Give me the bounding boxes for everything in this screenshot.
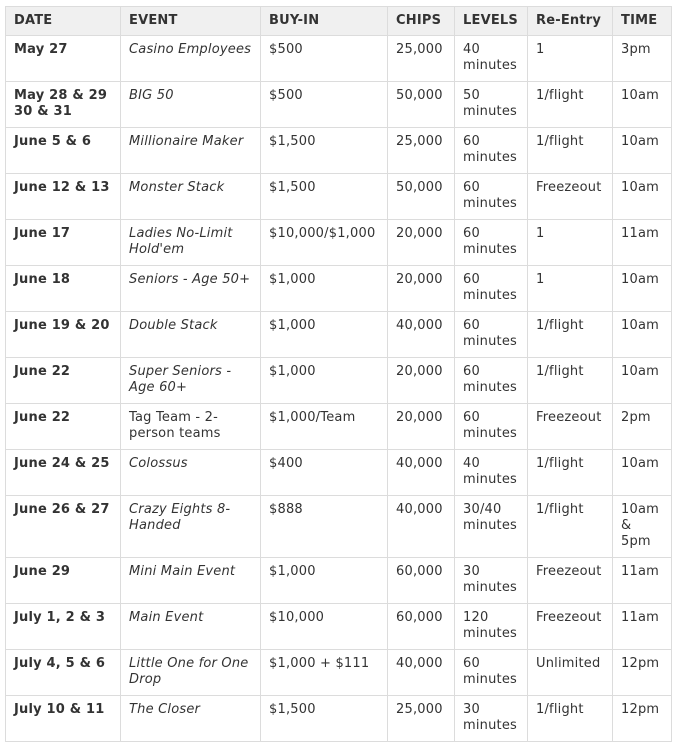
table-row [6,266,672,312]
cell-reentry: Freezeout [528,404,613,450]
table-row [6,650,672,696]
table-row [6,36,672,82]
cell-date: June 19 & 20 [6,312,121,358]
cell-time: 11am [613,220,672,266]
cell-time: 2pm [613,404,672,450]
cell-buyin: $1,500 [261,128,388,174]
cell-chips: 50,000 [388,82,455,128]
cell-event: Little One for One Drop [121,650,261,696]
cell-date: July 1, 2 & 3 [6,604,121,650]
table-row [6,604,672,650]
cell-event: Mini Main Event [121,558,261,604]
cell-chips: 60,000 [388,558,455,604]
cell-levels: 60 minutes [455,128,528,174]
cell-buyin: $1,000 [261,312,388,358]
cell-levels: 30/40 minutes [455,496,528,558]
cell-time: 10am [613,174,672,220]
cell-buyin: $500 [261,36,388,82]
cell-event: Ladies No-Limit Hold'em [121,220,261,266]
cell-event: Crazy Eights 8-Handed [121,496,261,558]
cell-time: 10am [613,82,672,128]
cell-levels: 60 minutes [455,404,528,450]
cell-chips: 40,000 [388,496,455,558]
cell-reentry: 1/flight [528,496,613,558]
cell-reentry: 1/flight [528,696,613,742]
cell-time: 10am [613,266,672,312]
cell-event: Casino Employees [121,36,261,82]
cell-reentry: Freezeout [528,558,613,604]
cell-reentry: 1 [528,266,613,312]
cell-buyin: $1,000 [261,266,388,312]
cell-event: Main Event [121,604,261,650]
cell-date: June 5 & 6 [6,128,121,174]
cell-chips: 25,000 [388,36,455,82]
cell-levels: 30 minutes [455,696,528,742]
cell-chips: 40,000 [388,450,455,496]
cell-reentry: Unlimited [528,650,613,696]
cell-date: June 17 [6,220,121,266]
cell-reentry: 1/flight [528,312,613,358]
header-chips: CHIPS [388,7,455,36]
cell-chips: 20,000 [388,404,455,450]
table-row [6,696,672,742]
cell-date: June 18 [6,266,121,312]
cell-buyin: $400 [261,450,388,496]
cell-levels: 30 minutes [455,558,528,604]
cell-levels: 50 minutes [455,82,528,128]
cell-levels: 60 minutes [455,266,528,312]
cell-date: June 29 [6,558,121,604]
table-row [6,496,672,558]
schedule-table-container [5,6,671,742]
table-row [6,312,672,358]
cell-time: 10am & 5pm [613,496,672,558]
table-row [6,358,672,404]
cell-levels: 60 minutes [455,174,528,220]
cell-buyin: $1,000/Team [261,404,388,450]
cell-buyin: $1,000 + $111 [261,650,388,696]
cell-reentry: Freezeout [528,174,613,220]
schedule-table [5,6,672,742]
table-row [6,82,672,128]
cell-reentry: 1 [528,220,613,266]
cell-date: June 22 [6,358,121,404]
header-reentry: Re-Entry [528,7,613,36]
cell-levels: 120 minutes [455,604,528,650]
cell-chips: 20,000 [388,220,455,266]
cell-levels: 40 minutes [455,36,528,82]
cell-event: Seniors - Age 50+ [121,266,261,312]
cell-buyin: $1,000 [261,558,388,604]
cell-levels: 60 minutes [455,650,528,696]
cell-time: 12pm [613,650,672,696]
cell-chips: 20,000 [388,266,455,312]
cell-event: Double Stack [121,312,261,358]
cell-event: Millionaire Maker [121,128,261,174]
cell-event: Tag Team - 2-person teams [121,404,261,450]
cell-buyin: $500 [261,82,388,128]
cell-levels: 60 minutes [455,220,528,266]
cell-chips: 60,000 [388,604,455,650]
cell-chips: 25,000 [388,128,455,174]
table-row [6,220,672,266]
cell-reentry: 1/flight [528,128,613,174]
header-time: TIME [613,7,672,36]
cell-time: 3pm [613,36,672,82]
header-row [6,7,672,36]
cell-reentry: 1/flight [528,82,613,128]
cell-event: Monster Stack [121,174,261,220]
cell-date: June 22 [6,404,121,450]
cell-time: 12pm [613,696,672,742]
cell-date: July 10 & 11 [6,696,121,742]
cell-levels: 60 minutes [455,312,528,358]
cell-buyin: $888 [261,496,388,558]
table-row [6,128,672,174]
cell-chips: 40,000 [388,650,455,696]
cell-buyin: $10,000 [261,604,388,650]
cell-event: Colossus [121,450,261,496]
cell-date: May 28 & 29 30 & 31 [6,82,121,128]
cell-buyin: $10,000/$1,000 [261,220,388,266]
cell-buyin: $1,000 [261,358,388,404]
cell-time: 10am [613,312,672,358]
cell-date: June 26 & 27 [6,496,121,558]
cell-time: 10am [613,128,672,174]
cell-reentry: 1/flight [528,450,613,496]
header-levels: LEVELS [455,7,528,36]
table-row [6,404,672,450]
cell-time: 10am [613,358,672,404]
table-row [6,450,672,496]
cell-chips: 25,000 [388,696,455,742]
cell-reentry: 1/flight [528,358,613,404]
cell-levels: 40 minutes [455,450,528,496]
cell-reentry: Freezeout [528,604,613,650]
cell-buyin: $1,500 [261,174,388,220]
cell-date: June 24 & 25 [6,450,121,496]
cell-chips: 50,000 [388,174,455,220]
cell-time: 11am [613,604,672,650]
table-row [6,558,672,604]
cell-event: The Closer [121,696,261,742]
cell-time: 11am [613,558,672,604]
header-event: EVENT [121,7,261,36]
cell-date: May 27 [6,36,121,82]
cell-chips: 20,000 [388,358,455,404]
cell-buyin: $1,500 [261,696,388,742]
cell-chips: 40,000 [388,312,455,358]
header-date: DATE [6,7,121,36]
header-buyin: BUY-IN [261,7,388,36]
cell-event: BIG 50 [121,82,261,128]
table-row [6,174,672,220]
cell-time: 10am [613,450,672,496]
cell-reentry: 1 [528,36,613,82]
cell-levels: 60 minutes [455,358,528,404]
cell-event: Super Seniors - Age 60+ [121,358,261,404]
cell-date: June 12 & 13 [6,174,121,220]
cell-date: July 4, 5 & 6 [6,650,121,696]
